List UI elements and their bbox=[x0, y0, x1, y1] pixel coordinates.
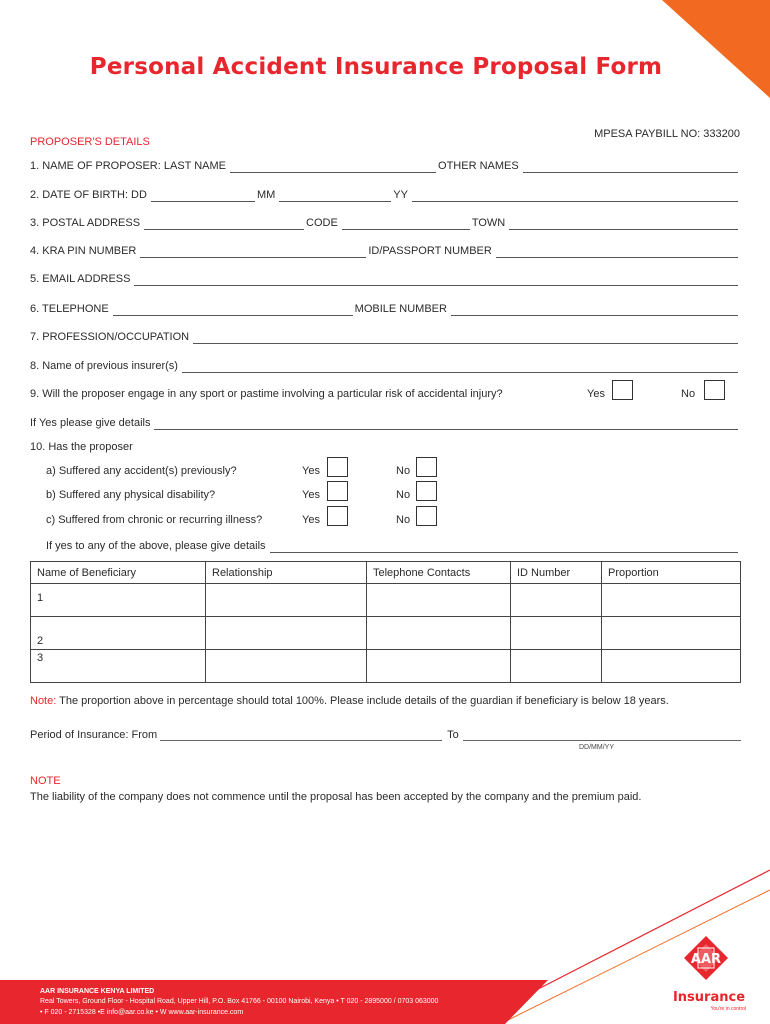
header-relationship: Relationship bbox=[206, 562, 367, 584]
code-field[interactable] bbox=[342, 218, 470, 230]
note-heading: NOTE bbox=[30, 775, 61, 787]
relationship-cell[interactable] bbox=[206, 650, 367, 683]
table-row bbox=[31, 650, 741, 683]
telephone-field[interactable] bbox=[113, 304, 353, 316]
period-row bbox=[30, 729, 741, 741]
logo-letters: AAR bbox=[690, 952, 722, 967]
period-to-field[interactable] bbox=[463, 729, 741, 741]
logo-tagline: You're in control bbox=[710, 1006, 746, 1012]
dob-year-label: YY bbox=[393, 189, 408, 201]
q9-details-label: If Yes please give details bbox=[30, 417, 151, 429]
date-format-hint: DD/MM/YY bbox=[579, 744, 614, 751]
q9-details-field[interactable] bbox=[154, 418, 738, 430]
q6-label: 6. TELEPHONE bbox=[30, 303, 109, 315]
id-number-cell[interactable] bbox=[511, 584, 602, 617]
note-prefix: Note: bbox=[30, 695, 57, 707]
q3-label: 3. POSTAL ADDRESS bbox=[30, 217, 141, 229]
footer-address: Real Towers, Ground Floor - Hospital Road, Upper Hill, P.O. Box 41766 - 00100 Nairobi, Kenya • T 020 - 2895000 / 0703 063000 bbox=[40, 998, 439, 1005]
other-names-field[interactable] bbox=[523, 161, 738, 173]
q10-details-label: If yes to any of the above, please give details bbox=[46, 540, 266, 552]
id-number-cell[interactable] bbox=[511, 650, 602, 683]
q6-row bbox=[30, 300, 740, 316]
beneficiary-table bbox=[30, 561, 741, 683]
q8-row bbox=[30, 357, 740, 373]
note-text: The proportion above in percentage should total 100%. Please include details of the guardian if beneficiary is below 18 years. bbox=[56, 695, 669, 707]
dob-year-field[interactable] bbox=[412, 190, 738, 202]
period-from-field[interactable] bbox=[160, 729, 442, 741]
proportion-cell[interactable] bbox=[602, 617, 741, 650]
row-number: 2 bbox=[31, 617, 206, 650]
q7-label: 7. PROFESSION/OCCUPATION bbox=[30, 331, 190, 343]
dob-month-label: MM bbox=[256, 189, 276, 201]
town-field[interactable] bbox=[509, 218, 738, 230]
period-label: Period of Insurance: From bbox=[30, 729, 158, 741]
logo-name: Insurance bbox=[672, 990, 746, 1005]
q9-no-checkbox[interactable] bbox=[704, 380, 725, 400]
dob-day-field[interactable] bbox=[151, 190, 255, 202]
header-telephone: Telephone Contacts bbox=[367, 562, 511, 584]
q10c-yes-label: Yes bbox=[302, 514, 320, 526]
form-title: Personal Accident Insurance Proposal Form bbox=[89, 54, 663, 80]
telephone-cell[interactable] bbox=[367, 650, 511, 683]
id-number-cell[interactable] bbox=[511, 617, 602, 650]
paybill-number: MPESA PAYBILL NO: 333200 bbox=[594, 128, 740, 140]
q10-details-field[interactable] bbox=[270, 541, 738, 553]
footer-company: AAR INSURANCE KENYA LIMITED bbox=[40, 988, 155, 995]
q9-details-row bbox=[30, 414, 740, 430]
q2-label: 2. DATE OF BIRTH: DD bbox=[30, 189, 147, 201]
q2-row bbox=[30, 186, 740, 202]
period-to-label: To bbox=[447, 729, 459, 741]
telephone-cell[interactable] bbox=[367, 584, 511, 617]
q10a-label: a) Suffered any accident(s) previously? bbox=[46, 465, 237, 477]
q9-yes-checkbox[interactable] bbox=[612, 380, 633, 400]
q5-label: 5. EMAIL ADDRESS bbox=[30, 273, 131, 285]
id-passport-field[interactable] bbox=[496, 246, 738, 258]
q8-label: 8. Name of previous insurer(s) bbox=[30, 360, 178, 372]
postal-address-field[interactable] bbox=[144, 218, 304, 230]
dob-month-field[interactable] bbox=[279, 190, 391, 202]
table-row bbox=[31, 584, 741, 617]
id-passport-label: ID/PASSPORT NUMBER bbox=[368, 245, 492, 257]
telephone-cell[interactable] bbox=[367, 617, 511, 650]
proportion-note bbox=[30, 695, 669, 707]
email-field[interactable] bbox=[134, 274, 738, 286]
q10c-label: c) Suffered from chronic or recurring illness? bbox=[46, 514, 263, 526]
relationship-cell[interactable] bbox=[206, 617, 367, 650]
corner-decoration bbox=[662, 0, 770, 98]
occupation-field[interactable] bbox=[193, 332, 738, 344]
q10c-no-checkbox[interactable] bbox=[416, 506, 437, 526]
q10b-label: b) Suffered any physical disability? bbox=[46, 489, 216, 501]
q4-row bbox=[30, 242, 740, 258]
header-proportion: Proportion bbox=[602, 562, 741, 584]
q10a-no-checkbox[interactable] bbox=[416, 457, 437, 477]
footer-contact: • F 020 - 2715328 •E info@aar.co.ke • W www.aar-insurance.com bbox=[40, 1009, 244, 1016]
q7-row bbox=[30, 328, 740, 344]
q10-label: 10. Has the proposer bbox=[30, 441, 133, 453]
mobile-field[interactable] bbox=[451, 304, 738, 316]
row-number: 3 bbox=[31, 650, 206, 683]
q10a-yes-checkbox[interactable] bbox=[327, 457, 348, 477]
q10b-no-label: No bbox=[396, 489, 411, 501]
q9-no-label: No bbox=[681, 388, 696, 400]
header-id-number: ID Number bbox=[511, 562, 602, 584]
q10b-no-checkbox[interactable] bbox=[416, 481, 437, 501]
other-names-label: OTHER NAMES bbox=[438, 160, 519, 172]
last-name-field[interactable] bbox=[230, 161, 436, 173]
kra-pin-field[interactable] bbox=[140, 246, 366, 258]
q4-label: 4. KRA PIN NUMBER bbox=[30, 245, 137, 257]
q10b-yes-label: Yes bbox=[302, 489, 320, 501]
proportion-cell[interactable] bbox=[602, 650, 741, 683]
table-header-row bbox=[31, 562, 741, 584]
proportion-cell[interactable] bbox=[602, 584, 741, 617]
q9-label: 9. Will the proposer engage in any sport or pastime involving a particular risk of accidental injury? bbox=[30, 388, 503, 400]
liability-text: The liability of the company does not commence until the proposal has been accepted by the company and the premium paid. bbox=[30, 791, 642, 803]
q10c-no-label: No bbox=[396, 514, 411, 526]
q10b-yes-checkbox[interactable] bbox=[327, 481, 348, 501]
mobile-label: MOBILE NUMBER bbox=[354, 303, 447, 315]
q3-row bbox=[30, 214, 740, 230]
q9-yes-label: Yes bbox=[587, 388, 605, 400]
header-name: Name of Beneficiary bbox=[31, 562, 206, 584]
relationship-cell[interactable] bbox=[206, 584, 367, 617]
q1-row bbox=[30, 157, 740, 173]
table-row bbox=[31, 617, 741, 650]
q1-label: 1. NAME OF PROPOSER: LAST NAME bbox=[30, 160, 227, 172]
q10-details-row bbox=[46, 537, 740, 553]
q10a-no-label: No bbox=[396, 465, 411, 477]
row-number: 1 bbox=[31, 584, 206, 617]
code-label: CODE bbox=[306, 217, 338, 229]
previous-insurer-field[interactable] bbox=[182, 361, 738, 373]
q10c-yes-checkbox[interactable] bbox=[327, 506, 348, 526]
q5-row bbox=[30, 270, 740, 286]
q10a-yes-label: Yes bbox=[302, 465, 320, 477]
town-label: TOWN bbox=[471, 217, 506, 229]
section-label: PROPOSER'S DETAILS bbox=[30, 136, 150, 148]
